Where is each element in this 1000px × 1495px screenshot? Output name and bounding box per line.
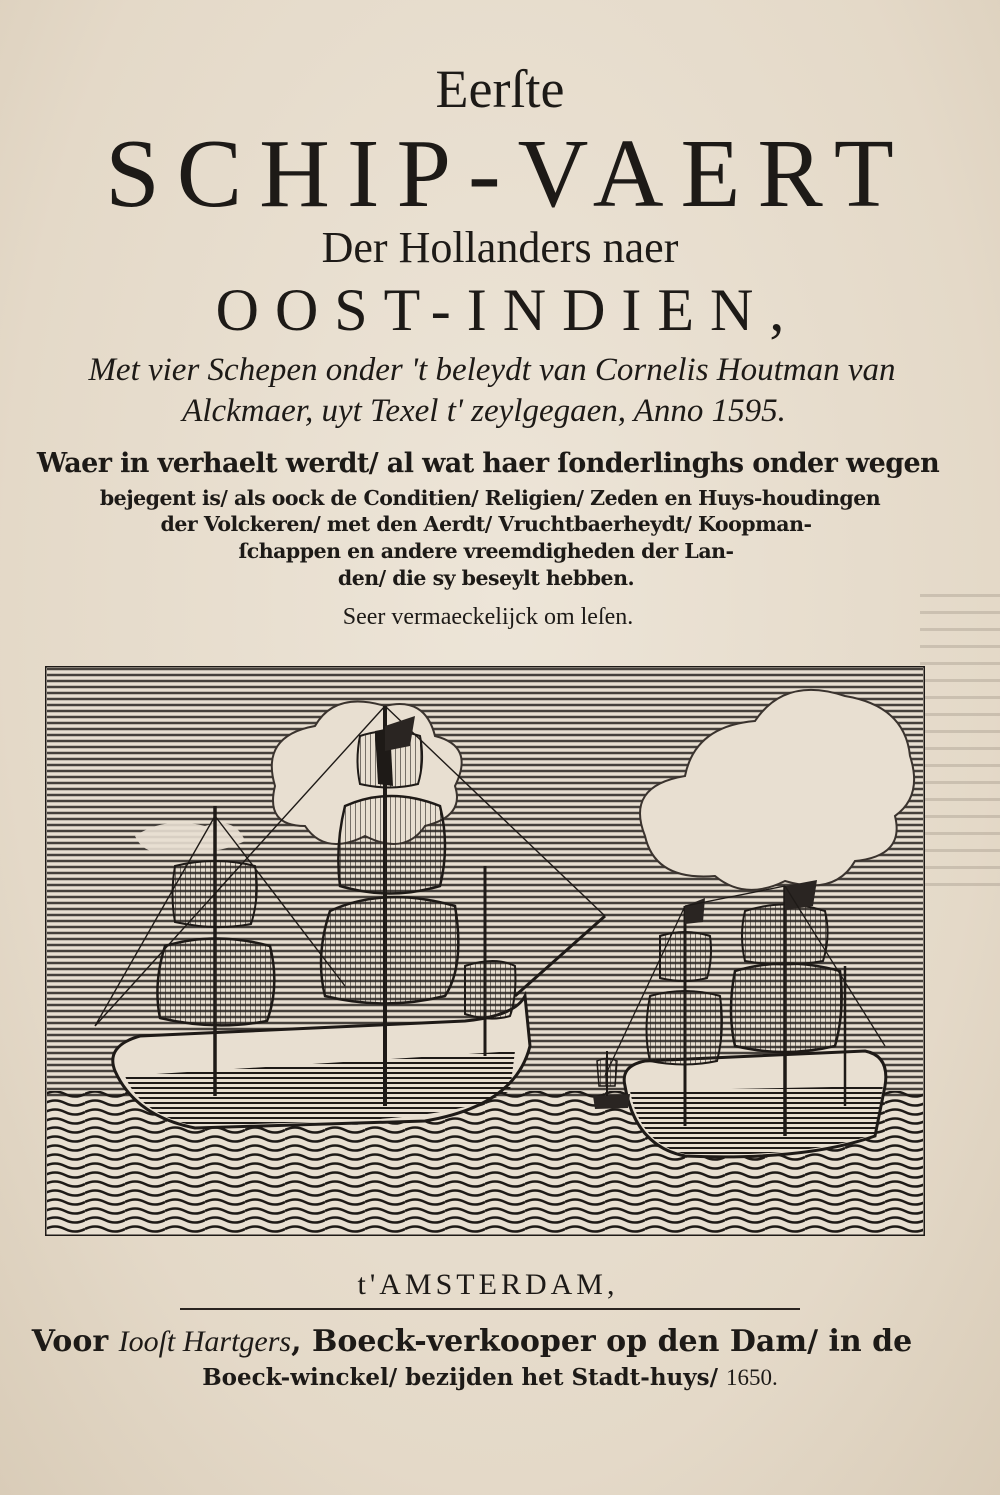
description-line-2: bejegent is/ als oock de Conditien/ Religien/ Zeden en Huys-houdingen: [99, 486, 881, 510]
imprint-address: Boeck-winckel/ bezijden het Stadt-huys/: [202, 1364, 727, 1391]
title-line-schip-vaert: SCHIP-VAERT: [105, 120, 911, 228]
description-line-3: der Volckeren/ met den Aerdt/ Vruchtbaerheydt/ Koopman-: [160, 512, 812, 536]
tagline: Seer vermaeckelijck om leſen.: [342, 604, 634, 630]
title-line-oost-indien: OOST-INDIEN,: [215, 277, 801, 343]
title-line-der-hollanders: Der Hollanders naer: [321, 223, 679, 272]
description-line-5: den/ die sy beseylt hebben.: [337, 566, 635, 590]
imprint-publisher-name: Iooſt Hartgers: [118, 1325, 292, 1358]
subtitle-line-2: Alckmaer, uyt Texel t' zeylgegaen, Anno 1595.: [182, 393, 786, 429]
imprint-voor: Voor: [31, 1324, 119, 1359]
title-line-eerste: Eerſte: [435, 59, 565, 119]
imprint-year: 1650.: [726, 1365, 778, 1390]
imprint-publisher-rest: , Boeck-verkooper op den Dam/ in de: [291, 1324, 913, 1359]
imprint-publisher-line: [0, 1324, 972, 1359]
description-line-4: ſchappen en andere vreemdigheden der Lan-: [238, 539, 734, 563]
subtitle-line-1: Met vier Schepen onder 't beleydt van Cornelis Houtman van: [88, 352, 896, 388]
imprint-divider: [180, 1308, 800, 1310]
description-line-1: Waer in verhaelt werdt/ al wat haer ſonderlinghs onder wegen: [36, 448, 940, 479]
ships-woodcut-illustration: [45, 666, 925, 1236]
imprint-address-line: [0, 1364, 990, 1391]
imprint-city: t'AMSTERDAM,: [357, 1268, 619, 1301]
